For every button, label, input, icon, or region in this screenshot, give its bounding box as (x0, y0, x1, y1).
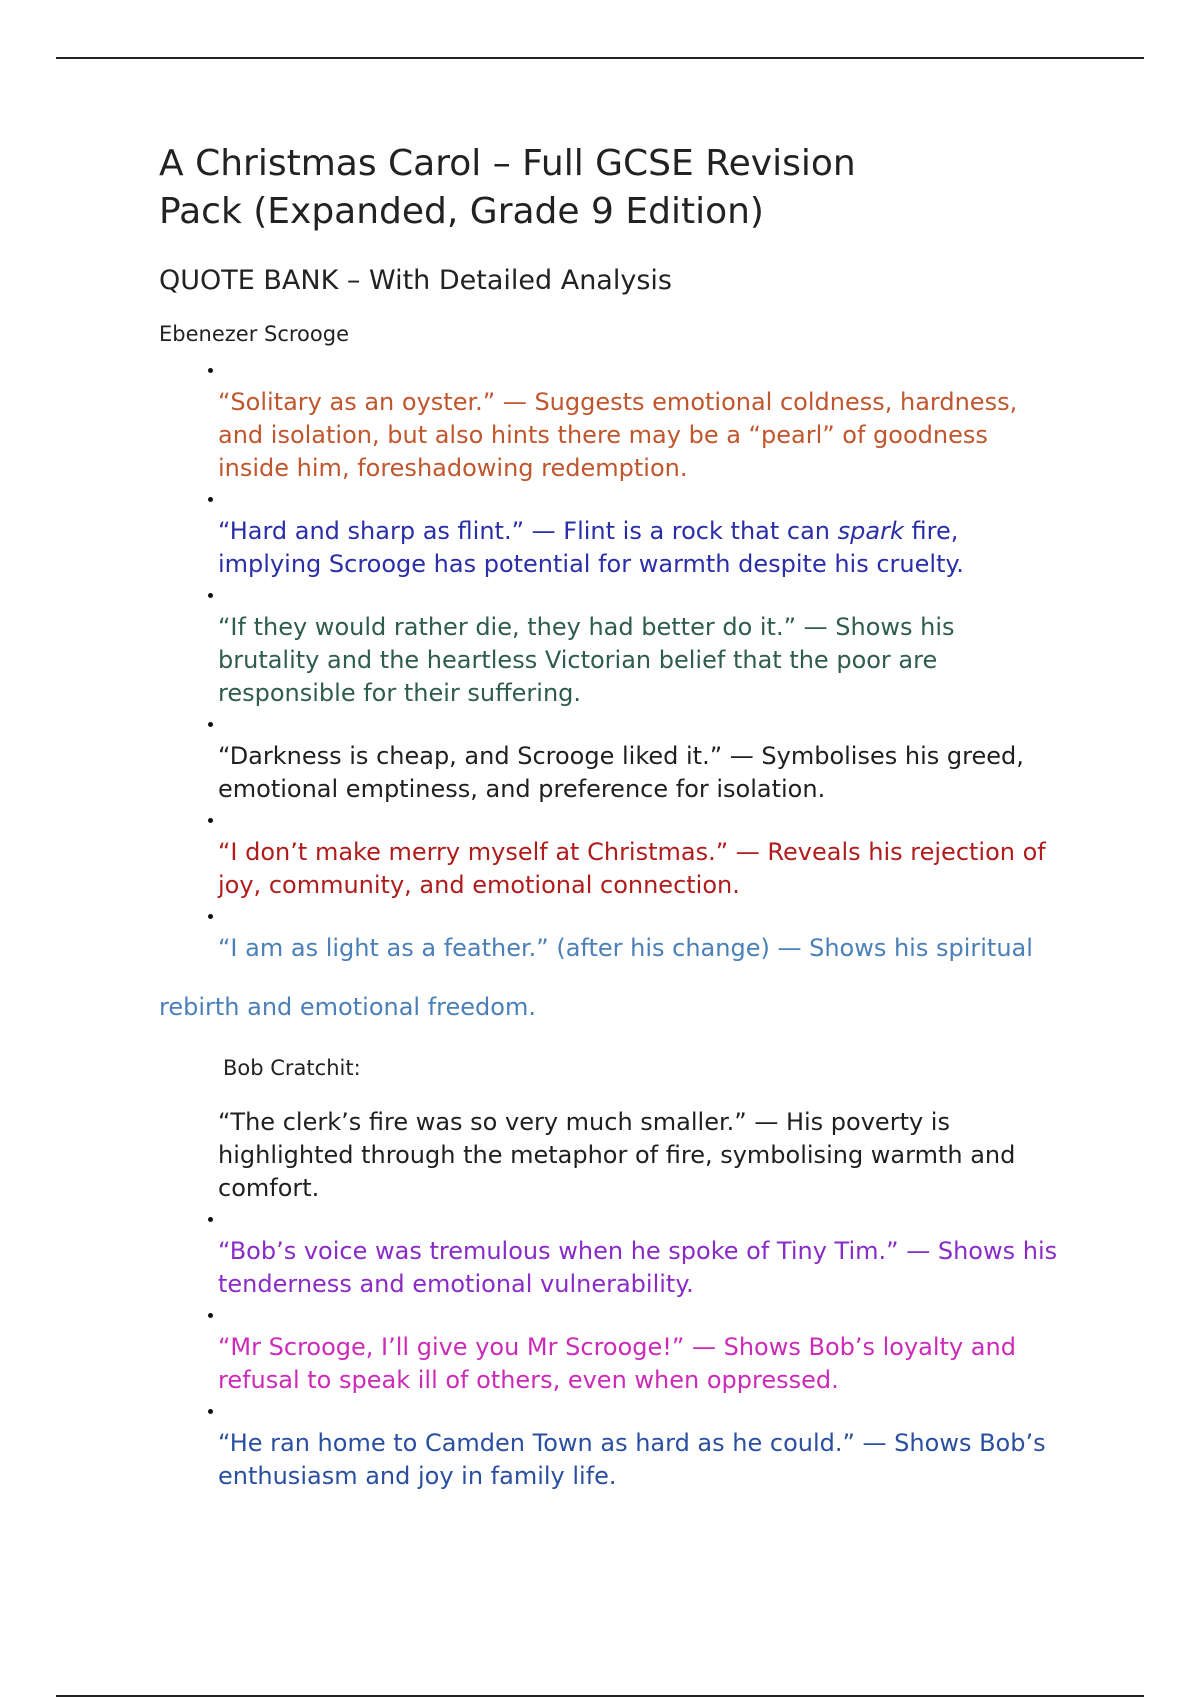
bottom-rule (56, 1695, 1144, 1697)
quote-item (218, 836, 1058, 902)
section-heading: QUOTE BANK – With Detailed Analysis (159, 265, 672, 296)
bullet-icon (208, 497, 213, 502)
quote-text-after: fire, implying Scrooge has potential for warmth despite his cruelty. (218, 517, 964, 578)
document-title: A Christmas Carol – Full GCSE Revision Pack (Expanded, Grade 9 Edition) (159, 143, 856, 232)
bullet-icon (208, 722, 213, 727)
character-heading-bob: Bob Cratchit: (223, 1056, 361, 1080)
bullet-icon (208, 1313, 213, 1318)
bullet-icon (208, 1217, 213, 1222)
document-body (159, 140, 1059, 1523)
quote-text: “Bob’s voice was tremulous when he spoke of Tiny Tim.” — Shows his tenderness and emotional vulnerability. (218, 1237, 1058, 1298)
quote-item (218, 932, 1058, 965)
bullet-icon (208, 368, 213, 373)
quote-text: “If they would rather die, they had better do it.” — Shows his brutality and the heartless Victorian belief that the poor are responsible for their suffering. (218, 613, 955, 707)
bullet-icon (208, 593, 213, 598)
quote-text: “Mr Scrooge, I’ll give you Mr Scrooge!” — Shows Bob’s loyalty and refusal to speak ill of others, even when oppressed. (218, 1333, 1016, 1394)
scrooge-quote-list (159, 386, 1059, 965)
quote-item (218, 1427, 1058, 1493)
quote-text: “Solitary as an oyster.” — Suggests emotional coldness, hardness, and isolation, but also hints there may be a “pearl” of goodness inside him, foreshadowing redemption. (218, 388, 1018, 482)
quote-text: “I don’t make merry myself at Christmas.” — Reveals his rejection of joy, community, and emotional connection. (218, 838, 1046, 899)
bullet-icon (208, 914, 213, 919)
top-rule (56, 57, 1144, 59)
bob-quote-list (159, 1106, 1059, 1493)
quote-emphasis: spark (837, 517, 904, 545)
quote-item (218, 386, 1058, 485)
quote-item (218, 1106, 1058, 1205)
quote-item (218, 611, 1058, 710)
quote-item (218, 740, 1058, 806)
quote-continuation: rebirth and emotional freedom. (159, 993, 536, 1021)
bullet-icon (208, 1409, 213, 1414)
quote-text-before: “Hard and sharp as flint.” — Flint is a rock that can (218, 517, 838, 545)
quote-item (218, 515, 1058, 581)
quote-item (218, 1331, 1058, 1397)
quote-text: “The clerk’s fire was so very much smaller.” — His poverty is highlighted through the metaphor of fire, symbolising warmth and comfort. (218, 1108, 1016, 1202)
quote-text: “He ran home to Camden Town as hard as he could.” — Shows Bob’s enthusiasm and joy in family life. (218, 1429, 1046, 1490)
quote-text: “Darkness is cheap, and Scrooge liked it.” — Symbolises his greed, emotional emptiness, and preference for isolation. (218, 742, 1024, 803)
character-heading-scrooge: Ebenezer Scrooge (159, 322, 349, 346)
quote-item (218, 1235, 1058, 1301)
bullet-icon (208, 818, 213, 823)
quote-text: “I am as light as a feather.” (after his change) — Shows his spiritual (218, 934, 1033, 962)
